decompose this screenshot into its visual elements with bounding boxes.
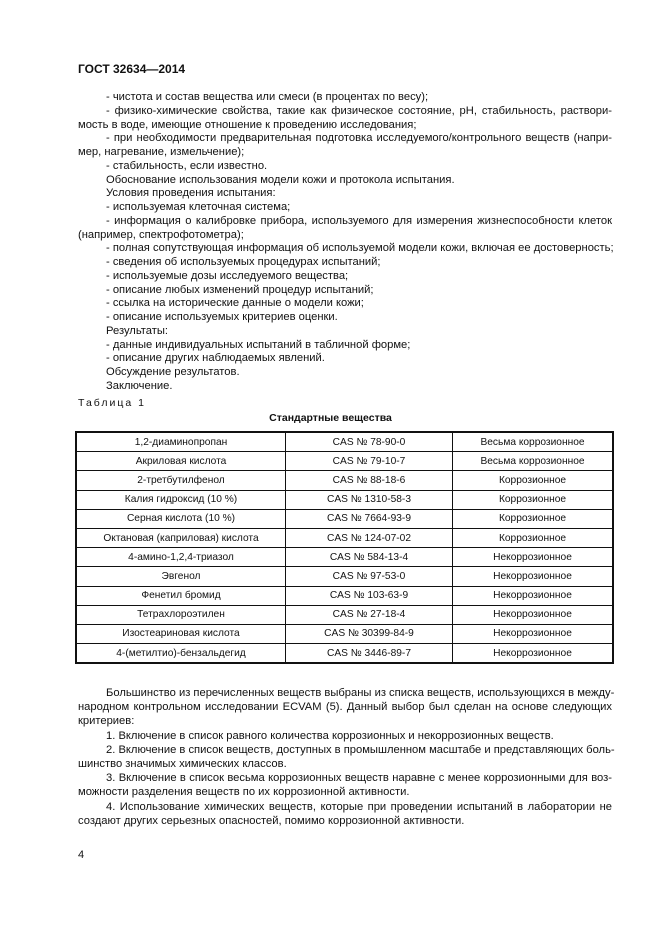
text-line: 2. Включение в список веществ, доступных в промышленном масштабе и представляющих боль- <box>106 743 615 756</box>
text-line: - описание других наблюдаемых явлений. <box>106 352 325 365</box>
substance-name-cell: Калия гидроксид (10 %) <box>76 490 286 509</box>
cas-number-cell: CAS № 3446-89-7 <box>286 644 453 664</box>
table-row <box>76 644 613 664</box>
substance-name-cell: Серная кислота (10 %) <box>76 509 286 528</box>
table-row <box>76 567 613 586</box>
table-caption: Таблица 1 <box>78 397 146 409</box>
table-row <box>76 471 613 490</box>
classification-cell: Некоррозионное <box>453 586 614 605</box>
text-line: - полная сопутствующая информация об используемой модели кожи, включая ее достоверность; <box>106 242 614 255</box>
substance-name-cell: Изостеариновая кислота <box>76 624 286 643</box>
classification-cell: Коррозионное <box>453 509 614 528</box>
substance-name-cell: Акриловая кислота <box>76 452 286 471</box>
cas-number-cell: CAS № 584-13-4 <box>286 548 453 567</box>
table-row <box>76 548 613 567</box>
substance-name-cell: Тетрахлороэтилен <box>76 605 286 624</box>
table-row <box>76 624 613 643</box>
cas-number-cell: CAS № 79-10-7 <box>286 452 453 471</box>
substance-name-cell: 1,2-диаминопропан <box>76 432 286 452</box>
text-line: Условия проведения испытания: <box>106 187 276 200</box>
substance-name-cell: Октановая (каприловая) кислота <box>76 528 286 547</box>
text-line: 3. Включение в список весьма коррозионных веществ наравне с менее коррозионными для воз- <box>106 772 612 785</box>
document-code-header: ГОСТ 32634—2014 <box>78 62 186 76</box>
table-row <box>76 509 613 528</box>
text-line: - чистота и состав вещества или смеси (в процентах по весу); <box>106 91 429 103</box>
cas-number-cell: CAS № 103-63-9 <box>286 586 453 605</box>
text-line: - описание любых изменений процедур испытаний; <box>106 283 374 296</box>
substance-name-cell: Эвгенол <box>76 567 286 586</box>
text-line: критериев: <box>78 715 135 728</box>
cas-number-cell: CAS № 27-18-4 <box>286 605 453 624</box>
text-line: Заключение. <box>106 379 173 392</box>
table-title: Стандартные вещества <box>269 412 392 424</box>
text-line: - данные индивидуальных испытаний в табличной форме; <box>106 338 411 351</box>
text-line: (например, спектрофотометра); <box>78 228 244 241</box>
text-line: - информация о калибровке прибора, используемого для измерения жизнеспособности клеток <box>106 214 612 227</box>
table-row <box>76 586 613 605</box>
text-line: - физико-химические свойства, такие как физическое состояние, pH, стабильность, раствори- <box>106 104 612 117</box>
classification-cell: Некоррозионное <box>453 624 614 643</box>
classification-cell: Некоррозионное <box>453 548 614 567</box>
text-line: мер, нагревание, измельчение); <box>78 146 245 158</box>
classification-cell: Некоррозионное <box>453 605 614 624</box>
cas-number-cell: CAS № 78-90-0 <box>286 432 453 452</box>
text-line: - используемые дозы исследуемого вещества; <box>106 269 349 282</box>
text-line: - используемая клеточная система; <box>106 201 291 213</box>
table-row <box>76 528 613 547</box>
text-line: 4. Использование химических веществ, которые при проведении испытаний в лаборатории не <box>106 800 612 813</box>
text-line: Большинство из перечисленных веществ выбраны из списка веществ, использующихся в между- <box>106 687 615 699</box>
text-line: Обоснование использования модели кожи и протокола испытания. <box>106 173 455 186</box>
classification-cell: Весьма коррозионное <box>453 432 614 452</box>
text-line: 1. Включение в список равного количества коррозионных и некоррозионных веществ. <box>106 729 554 742</box>
classification-cell: Коррозионное <box>453 528 614 547</box>
text-line: Результаты: <box>106 324 169 337</box>
substance-name-cell: 4-амино-1,2,4-триазол <box>76 548 286 567</box>
substance-name-cell: Фенетил бромид <box>76 586 286 605</box>
text-line: - описание используемых критериев оценки. <box>106 311 338 323</box>
cas-number-cell: CAS № 7664-93-9 <box>286 509 453 528</box>
page-number: 4 <box>78 849 85 861</box>
cas-number-cell: CAS № 88-18-6 <box>286 471 453 490</box>
classification-cell: Некоррозионное <box>453 644 614 664</box>
substance-name-cell: 2-третбутилфенол <box>76 471 286 490</box>
classification-cell: Коррозионное <box>453 490 614 509</box>
classification-cell: Весьма коррозионное <box>453 452 614 471</box>
classification-cell: Некоррозионное <box>453 567 614 586</box>
text-line: народном контрольном исследовании ECVAM (5). Данный выбор был сделан на основе следующих <box>78 701 612 714</box>
text-line: мость в воде, имеющие отношение к проведению исследования; <box>78 118 417 131</box>
text-line: создают других серьезных опасностей, помимо коррозионной активности. <box>78 814 465 827</box>
cas-number-cell: CAS № 124-07-02 <box>286 528 453 547</box>
table-row <box>76 432 613 452</box>
text-line: можности разделения веществ по их коррозионной активности. <box>78 786 410 799</box>
standard-substances-table <box>75 431 614 664</box>
cas-number-cell: CAS № 97-53-0 <box>286 567 453 586</box>
substance-name-cell: 4-(метилтио)-бензальдегид <box>76 644 286 664</box>
text-line: - стабильность, если известно. <box>106 159 268 172</box>
text-line: - сведения об используемых процедурах испытаний; <box>106 256 381 268</box>
table-row <box>76 490 613 509</box>
cas-number-cell: CAS № 30399-84-9 <box>286 624 453 643</box>
classification-cell: Коррозионное <box>453 471 614 490</box>
text-line: Обсуждение результатов. <box>106 366 240 378</box>
text-line: шинство значимых химических классов. <box>78 758 287 770</box>
text-line: - ссылка на исторические данные о модели кожи; <box>106 297 364 310</box>
cas-number-cell: CAS № 1310-58-3 <box>286 490 453 509</box>
table-row <box>76 605 613 624</box>
table-row <box>76 452 613 471</box>
text-line: - при необходимости предварительная подготовка исследуемого/контрольного веществ (напри- <box>106 132 612 145</box>
